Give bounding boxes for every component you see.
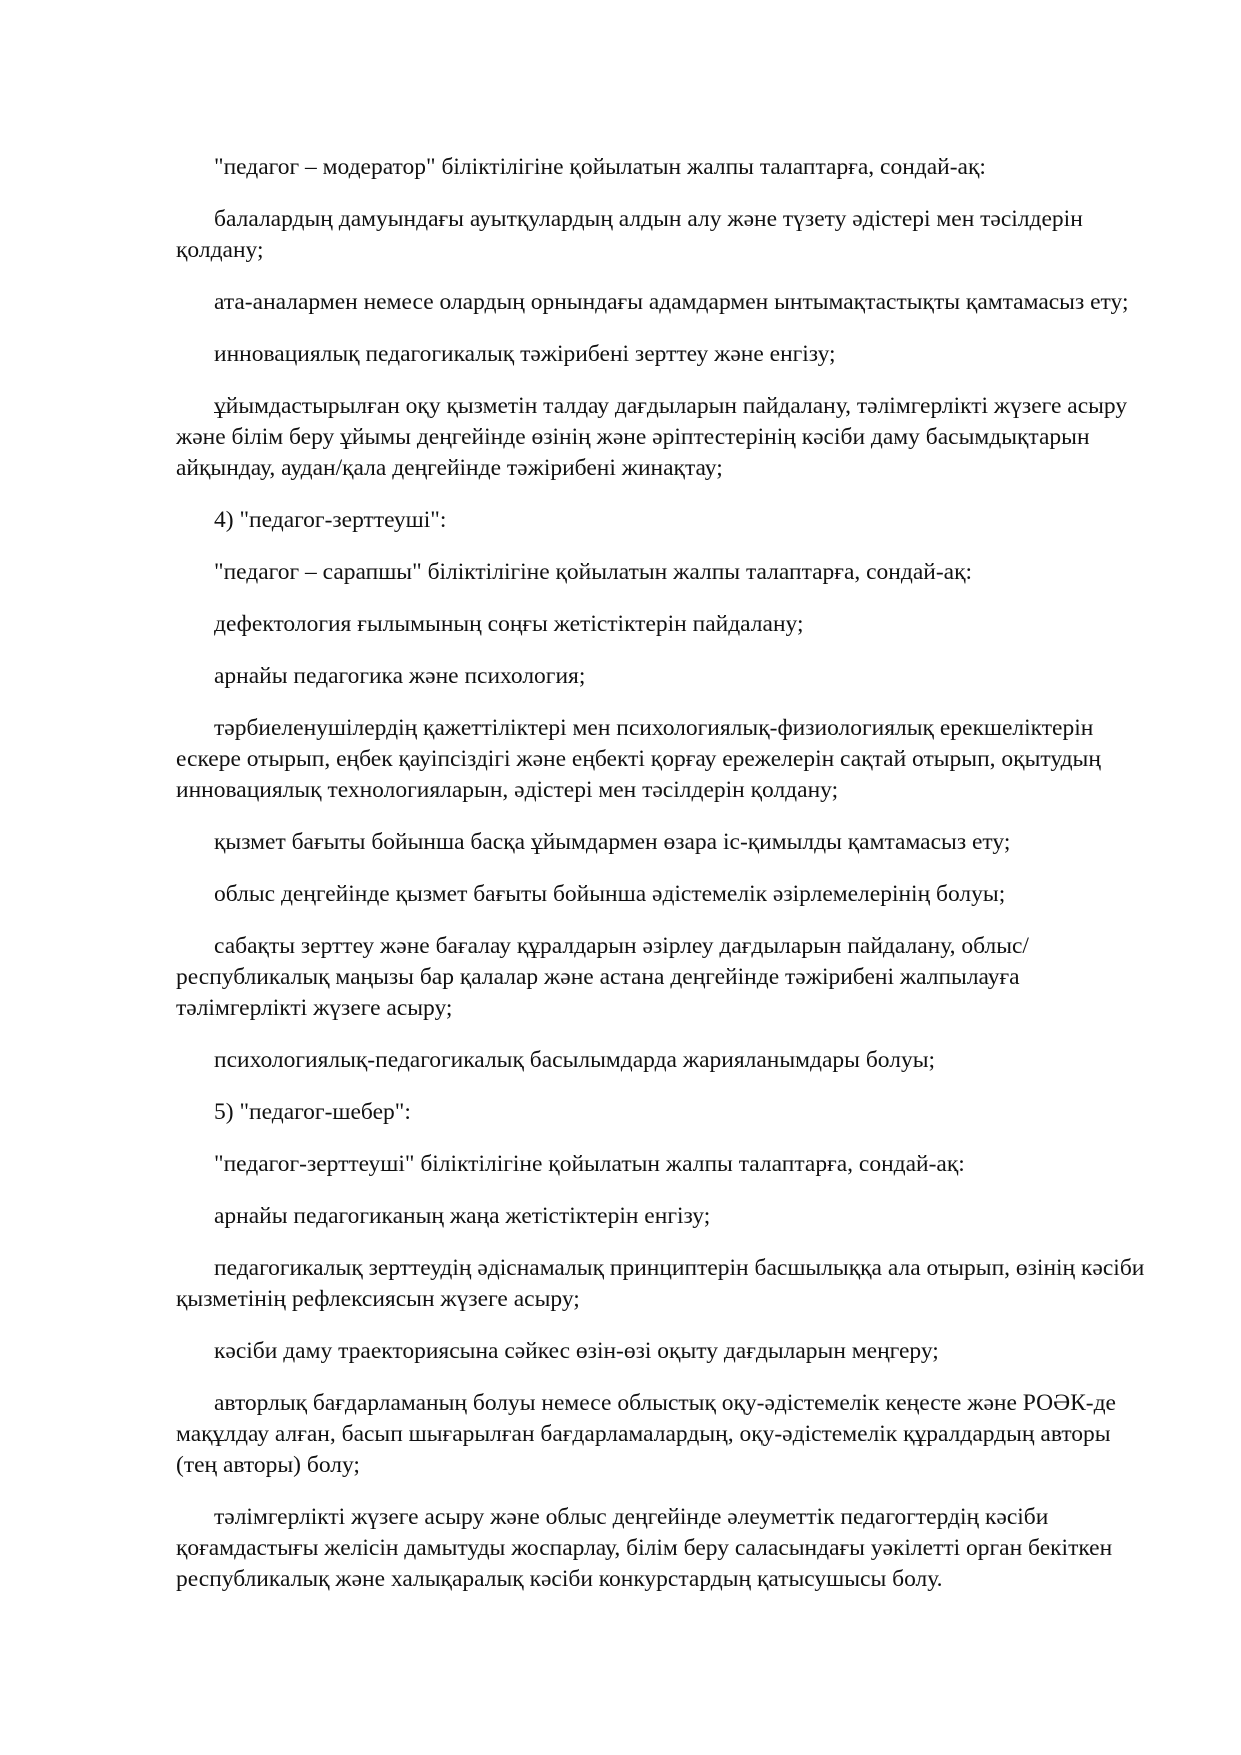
document-page: [176, 152, 1148, 1616]
paragraph: педагогикалық зерттеудің әдіснамалық принциптерін басшылыққа ала отырып, өзінің кәсіби қызметінің рефлексиясын жүзеге асыру;: [176, 1255, 1145, 1312]
paragraph: қызмет бағыты бойынша басқа ұйымдармен өзара іс-қимылды қамтамасыз ету;: [214, 829, 1011, 855]
paragraph: ұйымдастырылған оқу қызметін талдау дағдыларын пайдалану, тәлімгерлікті жүзеге асыру және білім беру ұйымы деңгейінде өзінің және әріптестерінің кәсіби даму басымдықтарын айқындау, аудан/қала деңгейінде тәжірибені жинақтау;: [176, 393, 1128, 481]
section-heading: 5) "педагог-шебер":: [214, 1099, 411, 1125]
paragraph: арнайы педагогика және психология;: [214, 663, 586, 689]
paragraph: "педагог – модератор" біліктілігіне қойылатын жалпы талаптарға, сондай-ақ:: [214, 154, 986, 180]
paragraph: авторлық бағдарламаның болуы немесе облыстық оқу-әдістемелік кеңесте және РОӘК-де мақұлдау алған, басып шығарылған бағдарламалардың, оқу-әдістемелік құралдардың авторы (тең авторы) болу;: [176, 1390, 1116, 1478]
paragraph: облыс деңгейінде қызмет бағыты бойынша әдістемелік әзірлемелерінің болуы;: [214, 881, 1006, 907]
paragraph: арнайы педагогиканың жаңа жетістіктерін енгізу;: [214, 1203, 711, 1229]
paragraph: дефектология ғылымының соңғы жетістіктерін пайдалану;: [214, 611, 804, 637]
paragraph: психологиялық-педагогикалық басылымдарда жарияланымдары болуы;: [214, 1047, 936, 1073]
paragraph: кәсіби даму траекториясына сәйкес өзін-өзі оқыту дағдыларын меңгеру;: [214, 1338, 939, 1364]
paragraph: тәрбиеленушілердің қажеттіліктері мен психологиялық-физиологиялық ерекшеліктерін ескере отырып, еңбек қауіпсіздігі және еңбекті қорғау ережелерін сақтай отырып, оқытудың инновациялық технологияларын, әдістері мен тәсілдерін қолдану;: [176, 715, 1101, 803]
paragraph: ата-аналармен немесе олардың орнындағы адамдармен ынтымақтастықты қамтамасыз ету;: [214, 289, 1129, 315]
paragraph: "педагог – сарапшы" біліктілігіне қойылатын жалпы талаптарға, сондай-ақ:: [214, 559, 973, 585]
paragraph: тәлімгерлікті жүзеге асыру және облыс деңгейінде әлеуметтік педагогтердің кәсіби қоғамдастығы желісін дамытуды жоспарлау, білім беру саласындағы уәкілетті орган бекіткен республикалық және халықаралық кәсіби конкурстардың қатысушысы болу.: [176, 1504, 1113, 1592]
paragraph: сабақты зерттеу және бағалау құралдарын әзірлеу дағдыларын пайдалану, облыс/республикалық маңызы бар қалалар және астана деңгейінде тәжірибені жалпылауға тәлімгерлікті жүзеге асыру;: [176, 933, 1029, 1021]
paragraph: инновациялық педагогикалық тәжірибені зерттеу және енгізу;: [214, 341, 836, 367]
section-heading: 4) "педагог-зерттеуші":: [214, 507, 447, 533]
paragraph: "педагог-зерттеуші" біліктілігіне қойылатын жалпы талаптарға, сондай-ақ:: [214, 1151, 965, 1177]
paragraph: балалардың дамуындағы ауытқулардың алдын алу және түзету әдістері мен тәсілдерін қолдану;: [176, 206, 1083, 263]
